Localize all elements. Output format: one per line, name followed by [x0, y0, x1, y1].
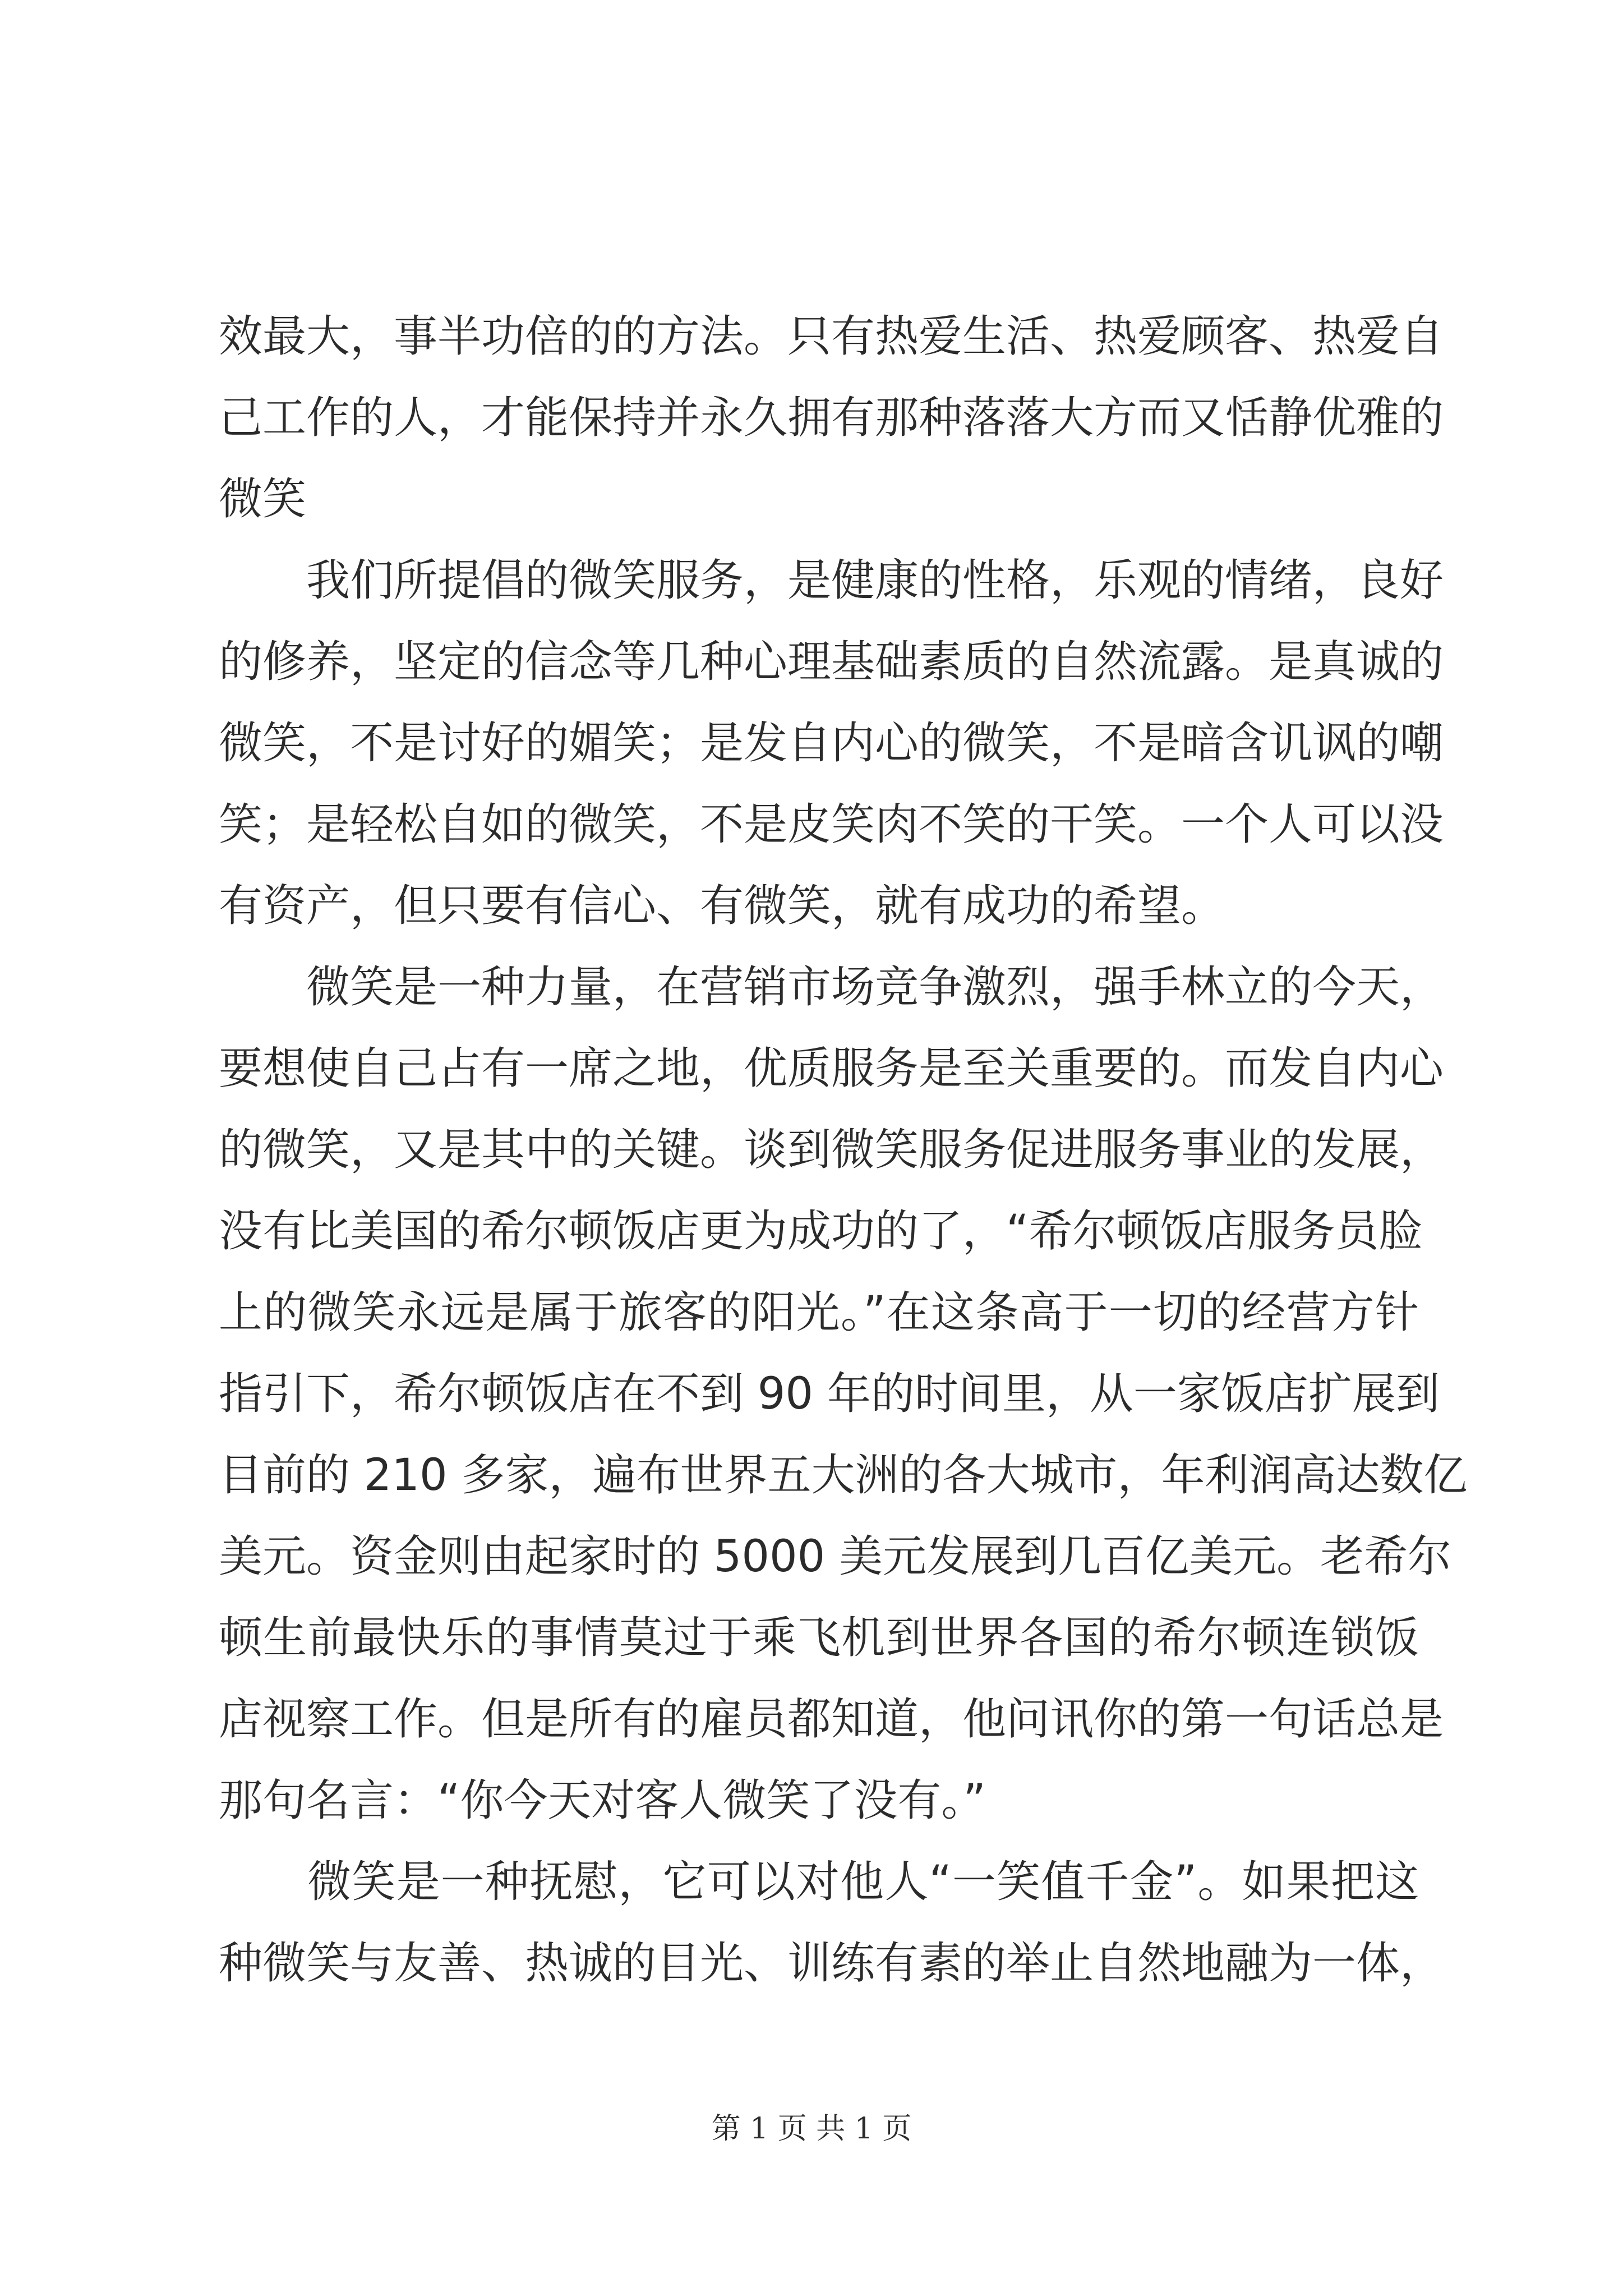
text-line: 顿生前最快乐的事情莫过于乘飞机到世界各国的希尔顿连锁饭	[219, 1613, 1419, 1663]
text-line: 微笑，不是讨好的媚笑；是发自内心的微笑，不是暗含讥讽的嘲	[219, 718, 1444, 769]
text-line: 的修养，坚定的信念等几种心理基础素质的自然流露。是真诚的	[219, 637, 1444, 687]
text-line: 己工作的人，才能保持并永久拥有那种落落大方而又恬静优雅的	[219, 393, 1444, 443]
text-line: 种微笑与友善、热诚的目光、训练有素的举止自然地融为一体，	[219, 1938, 1444, 1989]
text-line: 那句名言：“你今天对客人微笑了没有。”	[219, 1775, 986, 1826]
text-line: 微笑是一种力量，在营销市场竞争激烈，强手林立的今天，	[219, 962, 1444, 1013]
text-line: 要想使自己占有一席之地，优质服务是至关重要的。而发自内心	[219, 1043, 1444, 1094]
text-line: 美元。资金则由起家时的 5000 美元发展到几百亿美元。老希尔	[219, 1531, 1452, 1582]
text-line: 微笑是一种抚慰，它可以对他人“一笑值千金”。如果把这	[219, 1857, 1419, 1907]
text-line: 效最大，事半功倍的的方法。只有热爱生活、热爱顾客、热爱自	[219, 311, 1444, 362]
text-line: 的微笑，又是其中的关键。谈到微笑服务促进服务事业的发展，	[219, 1125, 1444, 1175]
text-line: 有资产，但只要有信心、有微笑，就有成功的希望。	[219, 881, 1225, 931]
text-line: 我们所提倡的微笑服务，是健康的性格，乐观的情绪，良好	[219, 555, 1444, 606]
text-line: 指引下，希尔顿饭店在不到 90 年的时间里，从一家饭店扩展到	[219, 1369, 1440, 1419]
text-line: 目前的 210 多家，遍布世界五大洲的各大城市，年利润高达数亿	[219, 1450, 1468, 1501]
document-body	[219, 296, 1468, 2004]
text-line: 没有比美国的希尔顿饭店更为成功的了，“希尔顿饭店服务员脸	[219, 1206, 1423, 1257]
page-number-footer: 第 1 页 共 1 页	[711, 2112, 912, 2146]
text-line: 店视察工作。但是所有的雇员都知道，他问讯你的第一句话总是	[219, 1694, 1444, 1745]
text-line: 上的微笑永远是属于旅客的阳光。”在这条高于一切的经营方针	[219, 1287, 1419, 1338]
text-line: 微笑	[219, 474, 307, 524]
text-line: 笑；是轻松自如的微笑，不是皮笑肉不笑的干笑。一个人可以没	[219, 799, 1444, 850]
